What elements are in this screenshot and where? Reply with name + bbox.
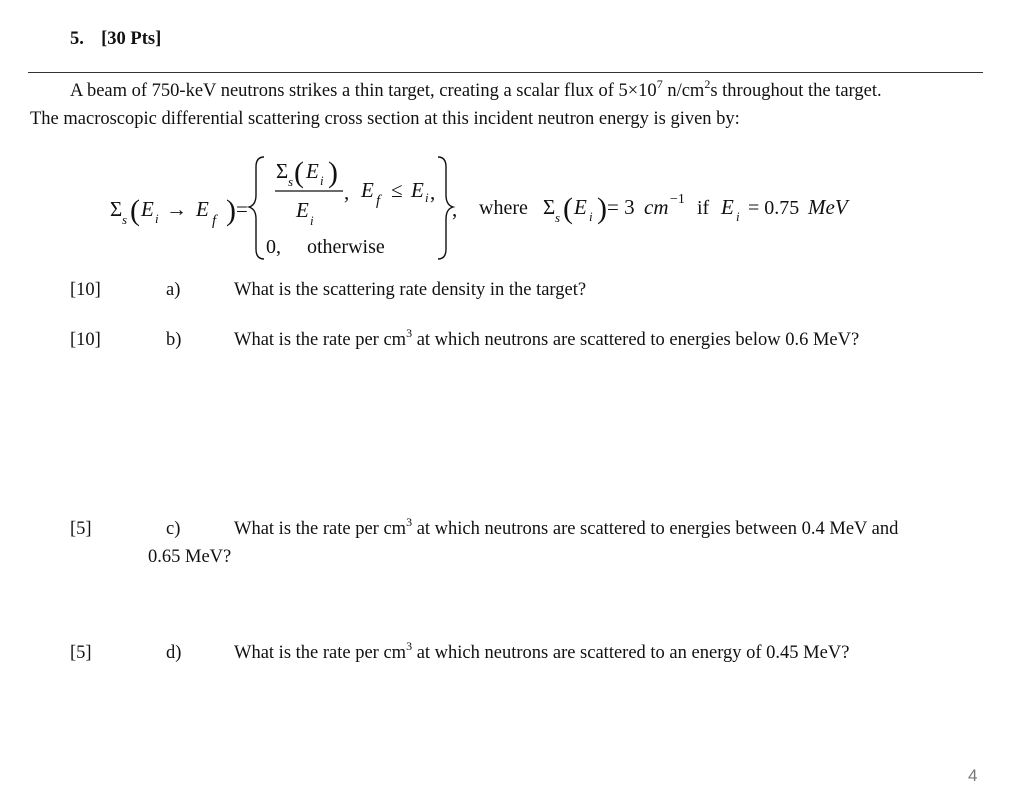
cm-exponent: 3 [406,325,413,340]
cm-exponent: 3 [406,638,413,653]
part-d-question [234,638,850,664]
eq-sub-f: f [212,213,217,229]
eq-lparen: ( [294,156,304,189]
eq-value: = 3 [607,195,635,219]
flux-unit: n/cm [662,81,705,101]
eq-mev: MeV [808,195,848,219]
part-c-label: c) [166,519,181,539]
part-b-points: [10] [70,330,101,350]
eq-e: E [721,195,734,219]
eq-sub-i: i [310,213,314,228]
eq-e: E [196,197,209,221]
question-text: What is the rate per cm [234,519,407,539]
eq-e: E [361,178,374,202]
question-text: at which neutrons are scattered to an energy of 0.45 MeV? [412,643,850,663]
eq-left-brace [249,157,264,259]
eq-sub-s: s [122,212,128,227]
eq-otherwise: otherwise [307,236,385,258]
eq-sub-i: i [425,190,429,205]
eq-right-brace [438,157,453,259]
part-d-label: d) [166,643,182,663]
eq-sub-s: s [288,174,294,189]
eq-sub-f: f [376,193,381,209]
eq-sub-s: s [555,210,561,225]
cross-section-equation [0,145,1024,270]
eq-rparen: ) [328,156,338,189]
part-b-label: b) [166,330,182,350]
eq-sub-i: i [589,209,593,224]
eq-where: where [479,197,528,219]
eq-comma: , [452,197,458,221]
part-d-points: [5] [70,643,92,663]
eq-sub-i: i [155,211,159,226]
eq-comma: , [430,180,436,204]
page-number: 4 [968,766,978,785]
question-text: at which neutrons are scattered to energies between 0.4 MeV and [412,519,899,539]
eq-sub-i: i [736,209,740,224]
question-text: What is the rate per cm [234,330,407,350]
question-text: What is the rate per cm [234,643,407,663]
part-c-points: [5] [70,519,92,539]
eq-sigma: Σ [543,195,556,219]
eq-e: E [306,159,319,183]
eq-le: ≤ [391,178,403,202]
eq-ei-value: = 0.75 [748,197,800,219]
eq-sigma: Σ [110,197,123,221]
part-c-continuation: 0.65 MeV? [148,547,232,567]
eq-lparen: ( [563,192,573,225]
eq-arrow: → [166,197,187,221]
intro-line-1 [70,76,882,102]
part-a-label: a) [166,280,181,300]
eq-sub-i: i [320,173,324,188]
intro-suffix: s throughout the target. [710,81,882,101]
eq-e: E [296,198,309,222]
eq-if: if [697,197,710,219]
eq-equals: = [236,197,248,221]
eq-cm-exp: −1 [670,192,685,207]
eq-cm: cm [644,195,669,219]
cm-exponent: 3 [406,514,413,529]
question-text: at which neutrons are scattered to energies below 0.6 MeV? [412,330,860,350]
eq-comma: , [344,180,350,204]
eq-rparen: ) [226,194,236,227]
part-a-question: What is the scattering rate density in the target? [234,280,587,300]
flux-exponent: 7 [656,76,663,91]
intro-line-2: The macroscopic differential scattering cross section at this incident neutron energy is given by: [30,109,740,129]
header-divider [28,72,983,73]
problem-header [70,28,161,50]
eq-zero: 0, [266,236,281,258]
problem-points: [30 Pts] [101,29,162,49]
part-b-question [234,325,860,351]
eq-rparen: ) [597,192,607,225]
eq-sigma: Σ [276,159,289,183]
eq-lparen: ( [130,194,140,227]
part-a-points: [10] [70,280,101,300]
eq-e: E [411,178,424,202]
unit-exponent: 2 [704,76,711,91]
intro-text: A beam of 750-keV neutrons strikes a thin target, creating a scalar flux of 5×10 [70,81,657,101]
eq-e: E [574,195,587,219]
eq-e: E [141,197,154,221]
problem-number: 5. [70,29,84,49]
part-c-question [234,514,899,540]
